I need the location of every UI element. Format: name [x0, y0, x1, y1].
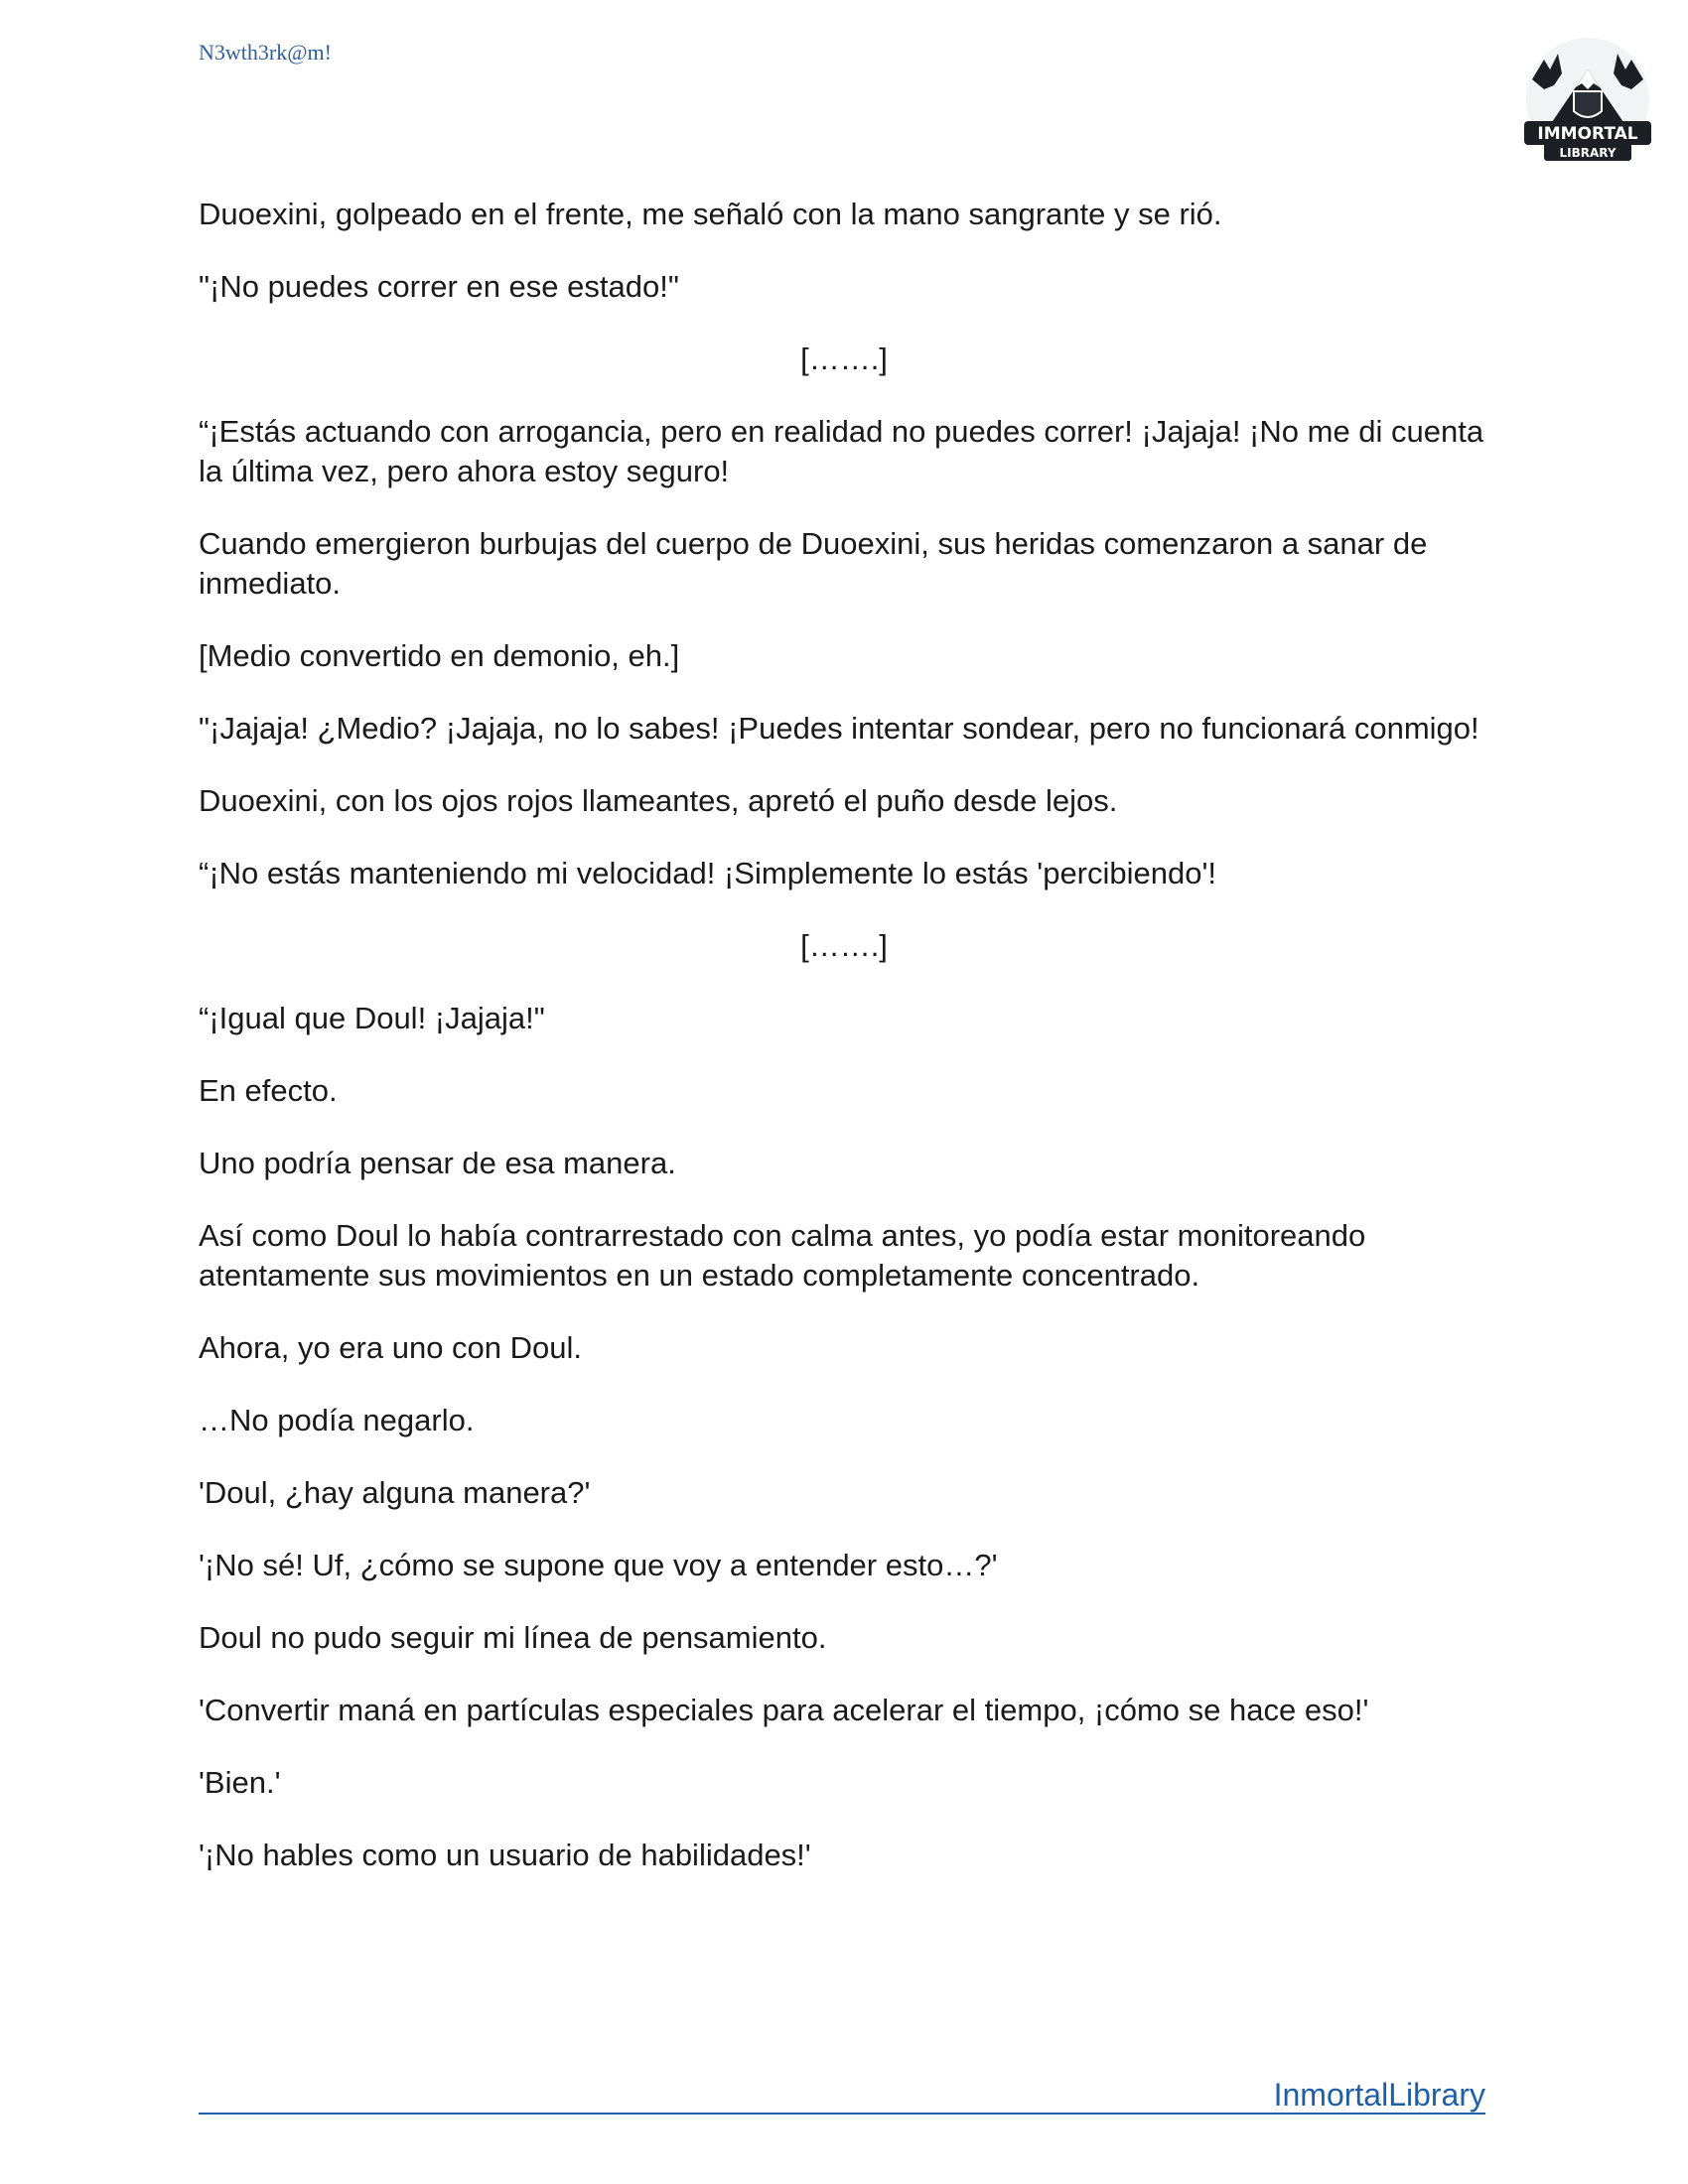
paragraph: Cuando emergieron burbujas del cuerpo de Duoexini, sus heridas comenzaron a sanar de inmediato.: [199, 526, 1428, 601]
paragraph: Duoexini, con los ojos rojos llameantes, apretó el puño desde lejos.: [199, 783, 1118, 818]
paragraph: Uno podría pensar de esa manera.: [199, 1146, 676, 1180]
paragraph: En efecto.: [199, 1073, 338, 1108]
header-watermark: N3wth3rk@m!: [199, 40, 332, 65]
paragraph: Doul no pudo seguir mi línea de pensamiento.: [199, 1620, 827, 1655]
paragraph: Ahora, yo era uno con Doul.: [199, 1330, 583, 1365]
logo-text-top: IMMORTAL: [1537, 124, 1638, 144]
paragraph: '¡No sé! Uf, ¿cómo se supone que voy a entender esto…?': [199, 1548, 998, 1582]
paragraph: Así como Doul lo había contrarrestado con calma antes, yo podía estar monitoreando atentamente sus movimientos en un estado completamente concentrado.: [199, 1218, 1366, 1293]
footer-link[interactable]: InmortalLibrary: [1273, 2077, 1485, 2113]
paragraph: 'Doul, ¿hay alguna manera?': [199, 1475, 591, 1510]
footer-divider: [199, 2113, 1485, 2115]
paragraph: 'Convertir maná en partículas especiales para acelerar el tiempo, ¡cómo se hace eso!': [199, 1693, 1369, 1727]
paragraph: “¡Estás actuando con arrogancia, pero en realidad no puedes correr! ¡Jajaja! ¡No me di cuenta la última vez, pero ahora estoy seguro!: [199, 414, 1484, 488]
scene-break: […….]: [800, 928, 888, 963]
paragraph: “¡No estás manteniendo mi velocidad! ¡Simplemente lo estás 'percibiendo'!: [199, 856, 1217, 890]
paragraph: 'Bien.': [199, 1765, 281, 1800]
logo-text-bottom: LIBRARY: [1559, 146, 1617, 160]
paragraph: Duoexini, golpeado en el frente, me señaló con la mano sangrante y se rió.: [199, 197, 1222, 231]
paragraph: "¡Jajaja! ¿Medio? ¡Jajaja, no lo sabes! ¡Puedes intentar sondear, pero no funcionará conmigo!: [199, 711, 1479, 746]
paragraph: [Medio convertido en demonio, eh.]: [199, 638, 680, 673]
immortal-library-logo: [1514, 30, 1661, 177]
paragraph: '¡No hables como un usuario de habilidades!': [199, 1838, 811, 1872]
body-text: [199, 195, 1489, 1908]
paragraph: “¡Igual que Doul! ¡Jajaja!": [199, 1001, 545, 1035]
paragraph: "¡No puedes correr en ese estado!": [199, 269, 679, 304]
scene-break: […….]: [800, 341, 888, 376]
paragraph: …No podía negarlo.: [199, 1403, 475, 1437]
